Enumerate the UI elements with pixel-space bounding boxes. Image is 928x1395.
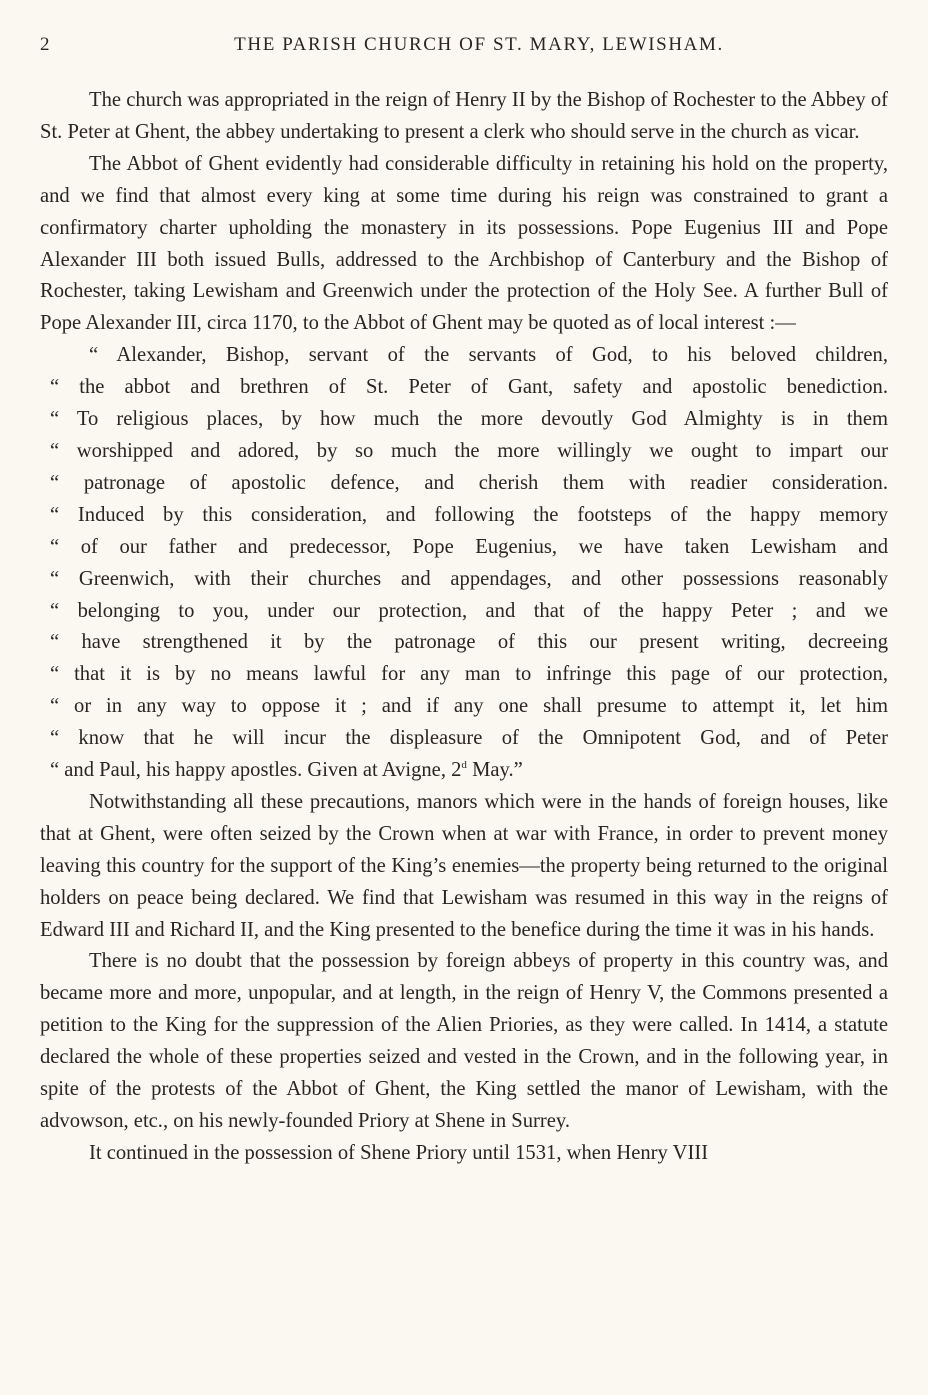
paragraph-appropriation: The church was appropriated in the reign of Henry II by the Bishop of Rochester to the Abbey of St. Peter at Ghent, the abbey undertaking to present a clerk who should serve in the church as vicar.: [40, 89, 888, 143]
quote-line: “ know that he will incur the displeasure of the Omnipotent God, and of Peter: [50, 727, 888, 750]
papal-bull-quote: [40, 340, 888, 787]
quote-line: “ belonging to you, under our protection, and that of the happy Peter ; and we: [50, 599, 888, 622]
quote-line: “ To religious places, by how much the more devoutly God Almighty is in them: [50, 408, 888, 431]
quote-line: “ of our father and predecessor, Pope Eugenius, we have taken Lewisham and: [50, 535, 888, 558]
quote-line: “ or in any way to oppose it ; and if any one shall presume to attempt it, let him: [50, 695, 888, 718]
quote-line: “ Greenwich, with their churches and appendages, and other possessions reasonably: [50, 567, 888, 590]
running-head: [40, 34, 888, 60]
paragraph-abbot-of-ghent: The Abbot of Ghent evidently had considerable difficulty in retaining his hold on the property, and we find that almost every king at some time during his reign was constrained to grant a confirmatory charter upholding the monastery in its possessions. Pope Eugenius III and Pope Alexander III both issued Bulls, addressed to the Archbishop of Canterbury and the Bishop of Rochester, taking Lewisham and Greenwich under the protection of the Holy See. A further Bull of Pope Alexander III, circa 1170, to the Abbot of Ghent may be quoted as of local interest :—: [40, 152, 888, 335]
quote-line: “ Alexander, Bishop, servant of the servants of God, to his beloved children,: [89, 344, 888, 367]
quote-line: “ Induced by this consideration, and following the footsteps of the happy memory: [50, 503, 888, 526]
quote-line: “ have strengthened it by the patronage of this our present writing, decreeing: [50, 631, 888, 654]
quote-line: “ that it is by no means lawful for any man to infringe this page of our protection,: [50, 663, 888, 686]
quote-line: “ the abbot and brethren of St. Peter of Gant, safety and apostolic benediction.: [50, 376, 888, 399]
body-text: [40, 85, 888, 1170]
date-superscript: d: [461, 759, 467, 772]
paragraph-shene-priory: It continued in the possession of Shene Priory until 1531, when Henry VIII: [89, 1141, 709, 1164]
paragraph-alien-priories: There is no doubt that the possession by foreign abbeys of property in this country was, and became more and more, unpopular, and at length, in the reign of Henry V, the Commons presented a petition to the King for the suppression of the Alien Priories, as they were called. In 1414, a statute declared the whole of these properties seized and vested in the Crown, and in the following year, in spite of the protests of the Abbot of Ghent, the King settled the manor of Lewisham, with the advowson, etc., on his newly-founded Priory at Shene in Surrey.: [40, 950, 888, 1132]
quote-line: “ worshipped and adored, by so much the more willingly we ought to impart our: [50, 439, 888, 462]
page-number: 2: [40, 34, 50, 55]
quote-line: “ patronage of apostolic defence, and cherish them with readier consideration.: [50, 471, 888, 494]
quote-line-final: [40, 755, 888, 787]
quote-final-date: May.”: [466, 759, 523, 782]
paragraph-alien-seizures: Notwithstanding all these precautions, manors which were in the hands of foreign houses, like that at Ghent, were often seized by the Crown when at war with France, in order to prevent money leaving this country for the support of the King’s enemies—the property being returned to the original holders on peace being declared. We find that Lewisham was resumed in this way in the reigns of Edward III and Richard II, and the King presented to the benefice during the time it was in his hands.: [40, 790, 888, 941]
running-title: THE PARISH CHURCH OF ST. MARY, LEWISHAM.: [234, 34, 724, 55]
quote-final-text: “ and Paul, his happy apostles. Given at Avigne, 2: [50, 759, 462, 782]
